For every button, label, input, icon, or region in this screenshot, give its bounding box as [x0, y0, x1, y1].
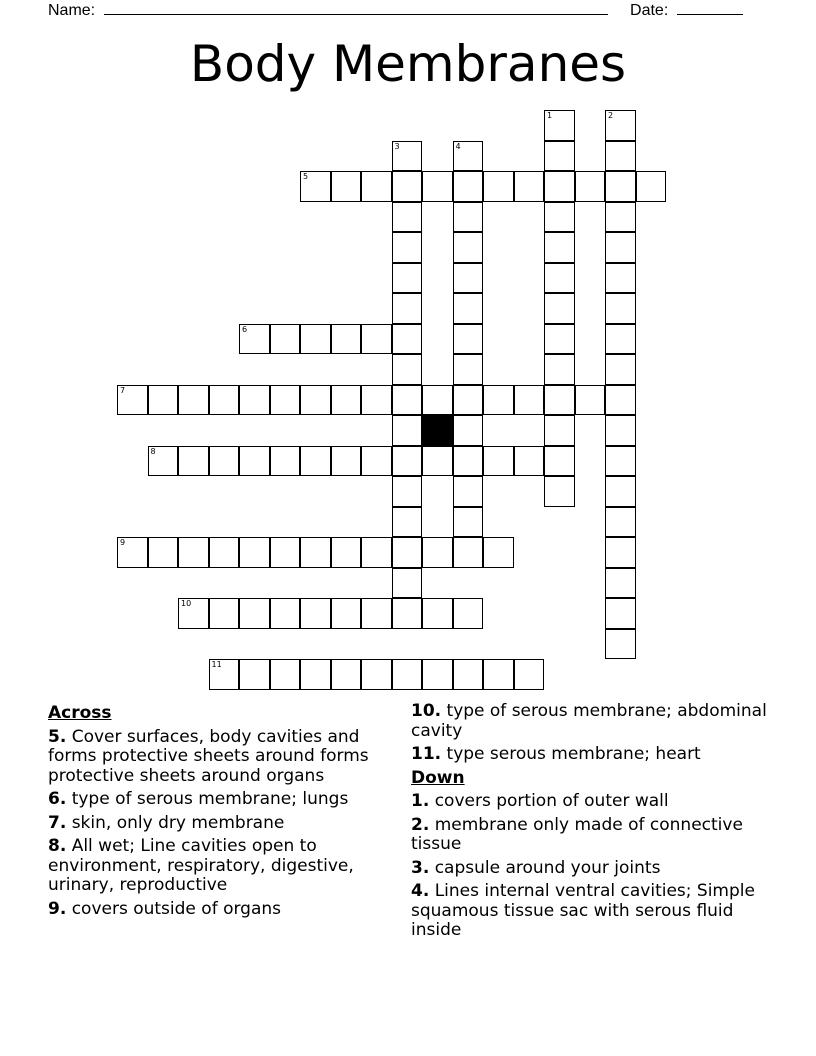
grid-cell[interactable]	[453, 202, 484, 233]
grid-cell[interactable]	[453, 446, 484, 477]
grid-cell[interactable]	[453, 415, 484, 446]
grid-cell[interactable]	[544, 354, 575, 385]
grid-cell[interactable]	[483, 659, 514, 690]
down-clue-list	[411, 792, 781, 941]
grid-cell[interactable]	[422, 446, 453, 477]
grid-cell[interactable]	[331, 385, 362, 416]
clue-text: Cover surfaces, body cavities and forms protective sheets around forms protective sheets around organs	[48, 726, 369, 786]
grid-cell[interactable]	[331, 446, 362, 477]
grid-cell[interactable]	[544, 476, 575, 507]
grid-cell[interactable]	[239, 324, 270, 355]
grid-cell[interactable]	[514, 385, 545, 416]
clue-number-label: 8.	[48, 836, 67, 856]
grid-cell[interactable]	[392, 385, 423, 416]
grid-cell[interactable]	[392, 537, 423, 568]
grid-cell[interactable]	[209, 537, 240, 568]
grid-cell[interactable]	[270, 537, 301, 568]
clue-number-label: 9.	[48, 898, 67, 919]
grid-cell[interactable]	[392, 141, 423, 172]
grid-cell[interactable]	[270, 598, 301, 629]
grid-cell[interactable]	[422, 171, 453, 202]
grid-cell[interactable]	[453, 659, 484, 690]
clue-number: 3	[394, 141, 400, 151]
grid-cell[interactable]	[544, 446, 575, 477]
clue-number: 11	[211, 660, 222, 669]
grid-cell[interactable]	[422, 385, 453, 416]
grid-cell[interactable]	[117, 537, 148, 568]
grid-cell[interactable]	[331, 598, 362, 629]
grid-cell[interactable]	[300, 446, 331, 477]
grid-cell[interactable]	[392, 568, 423, 599]
grid-cell[interactable]	[117, 385, 148, 416]
grid-cell[interactable]	[605, 568, 636, 599]
grid-cell[interactable]	[148, 385, 179, 416]
grid-cell[interactable]	[361, 385, 392, 416]
grid-cell[interactable]	[483, 537, 514, 568]
grid-cell[interactable]	[392, 446, 423, 477]
clue-number-label: 4.	[411, 881, 430, 901]
grid-cell[interactable]	[300, 598, 331, 629]
grid-cell[interactable]	[270, 446, 301, 477]
clue	[411, 816, 781, 855]
grid-cell[interactable]	[331, 171, 362, 202]
grid-cell[interactable]	[636, 171, 667, 202]
grid-cell[interactable]	[300, 537, 331, 568]
clue-text: covers portion of outer wall	[434, 791, 669, 811]
grid-cell[interactable]	[178, 385, 209, 416]
grid-cell[interactable]	[361, 659, 392, 690]
grid-cell[interactable]	[148, 537, 179, 568]
grid-cell[interactable]	[453, 141, 484, 172]
clue-number: 7	[120, 385, 126, 395]
clue	[411, 859, 781, 879]
grid-cell[interactable]	[544, 202, 575, 233]
grid-cell[interactable]	[392, 202, 423, 233]
grid-cell[interactable]	[392, 232, 423, 263]
clue-number-label: 1.	[411, 791, 430, 811]
grid-cell[interactable]	[605, 415, 636, 446]
clues-column-right	[411, 702, 781, 945]
grid-cell[interactable]	[453, 507, 484, 538]
clue	[48, 900, 400, 920]
grid-cell[interactable]	[392, 354, 423, 385]
grid-cell[interactable]	[453, 324, 484, 355]
clue-text: skin, only dry membrane	[71, 812, 285, 833]
grid-cell[interactable]	[392, 598, 423, 629]
clue-text: capsule around your joints	[434, 857, 661, 878]
grid-cell[interactable]	[331, 537, 362, 568]
clue	[411, 882, 781, 941]
grid-cell[interactable]	[605, 629, 636, 660]
grid-cell[interactable]	[605, 537, 636, 568]
grid-cell[interactable]	[544, 385, 575, 416]
grid-cell[interactable]	[361, 537, 392, 568]
black-cell	[422, 415, 453, 446]
grid-cell[interactable]	[544, 110, 575, 141]
grid-cell[interactable]	[392, 659, 423, 690]
grid-cell[interactable]	[544, 415, 575, 446]
grid-cell[interactable]	[239, 446, 270, 477]
grid-cell[interactable]	[300, 385, 331, 416]
grid-cell[interactable]	[453, 476, 484, 507]
grid-cell[interactable]	[209, 446, 240, 477]
grid-cell[interactable]	[605, 446, 636, 477]
clue-text: type serous membrane; heart	[446, 744, 701, 764]
grid-cell[interactable]	[514, 446, 545, 477]
across-heading: Across	[48, 703, 112, 723]
grid-cell[interactable]	[605, 354, 636, 385]
page-title: Body Membranes	[189, 35, 627, 93]
grid-cell[interactable]	[178, 598, 209, 629]
grid-cell[interactable]	[605, 171, 636, 202]
grid-cell[interactable]	[392, 293, 423, 324]
clue-number-label: 7.	[48, 812, 67, 833]
grid-cell[interactable]	[422, 598, 453, 629]
grid-cell[interactable]	[209, 659, 240, 690]
grid-cell[interactable]	[605, 507, 636, 538]
clue-text: All wet; Line cavities open to environment, respiratory, digestive, urinary, reproductive	[48, 836, 354, 895]
clue-text: covers outside of organs	[71, 898, 282, 919]
clues-column-left	[48, 702, 400, 923]
clue	[411, 702, 781, 741]
grid-cell[interactable]	[361, 171, 392, 202]
grid-cell[interactable]	[331, 324, 362, 355]
clue-number-label: 2.	[411, 814, 430, 835]
clue-number-label: 11.	[411, 744, 442, 764]
grid-cell[interactable]	[605, 232, 636, 263]
grid-cell[interactable]	[605, 324, 636, 355]
grid-cell[interactable]	[239, 385, 270, 416]
grid-cell[interactable]	[605, 293, 636, 324]
grid-cell[interactable]	[605, 141, 636, 172]
grid-cell[interactable]	[453, 537, 484, 568]
grid-cell[interactable]	[514, 171, 545, 202]
clue-number-label: 5.	[48, 726, 67, 747]
grid-cell[interactable]	[392, 324, 423, 355]
grid-cell[interactable]	[453, 171, 484, 202]
grid-cell[interactable]	[453, 385, 484, 416]
grid-cell[interactable]	[605, 110, 636, 141]
grid-cell[interactable]	[270, 659, 301, 690]
clue-number-label: 3.	[411, 857, 430, 878]
grid-cell[interactable]	[239, 659, 270, 690]
clue-number-label: 6.	[48, 789, 67, 809]
clue	[411, 745, 781, 765]
clue-text: type of serous membrane; abdominal cavity	[411, 701, 767, 741]
grid-cell[interactable]	[544, 263, 575, 294]
grid-cell[interactable]	[392, 507, 423, 538]
date-label: Date:	[630, 2, 669, 19]
grid-cell[interactable]	[392, 171, 423, 202]
clue-number: 4	[455, 141, 461, 151]
grid-cell[interactable]	[575, 385, 606, 416]
grid-cell[interactable]	[605, 598, 636, 629]
clue-text: membrane only made of connective tissue	[411, 814, 743, 854]
grid-cell[interactable]	[209, 385, 240, 416]
clue-number: 10	[181, 599, 192, 608]
grid-cell[interactable]	[148, 446, 179, 477]
grid-cell[interactable]	[270, 324, 301, 355]
grid-cell[interactable]	[544, 324, 575, 355]
grid-cell[interactable]	[392, 415, 423, 446]
grid-cell[interactable]	[483, 171, 514, 202]
grid-cell[interactable]	[544, 232, 575, 263]
clue-text: Lines internal ventral cavities; Simple squamous tissue sac with serous fluid inside	[411, 881, 755, 940]
grid-cell[interactable]	[331, 659, 362, 690]
grid-cell[interactable]	[453, 598, 484, 629]
clue-number: 2	[608, 111, 614, 120]
grid-cell[interactable]	[392, 476, 423, 507]
down-heading: Down	[411, 767, 465, 788]
grid-cell[interactable]	[422, 537, 453, 568]
clue	[411, 792, 781, 812]
grid-cell[interactable]	[544, 141, 575, 172]
clue	[48, 790, 400, 810]
grid-cell[interactable]	[392, 263, 423, 294]
grid-cell[interactable]	[483, 385, 514, 416]
grid-cell[interactable]	[209, 598, 240, 629]
across-clue-list	[48, 728, 400, 920]
name-label: Name:	[48, 2, 96, 19]
grid-cell[interactable]	[361, 598, 392, 629]
clue	[48, 728, 400, 787]
grid-cell[interactable]	[453, 232, 484, 263]
grid-cell[interactable]	[300, 659, 331, 690]
grid-cell[interactable]	[605, 263, 636, 294]
across-clue-list-continued	[411, 702, 781, 765]
grid-cell[interactable]	[300, 171, 331, 202]
grid-cell[interactable]	[361, 324, 392, 355]
grid-cell[interactable]	[178, 446, 209, 477]
clue	[48, 837, 400, 896]
grid-cell[interactable]	[544, 171, 575, 202]
clue-number: 5	[303, 172, 309, 181]
grid-cell[interactable]	[453, 354, 484, 385]
grid-cell[interactable]	[178, 537, 209, 568]
grid-cell[interactable]	[575, 171, 606, 202]
grid-cell[interactable]	[361, 446, 392, 477]
grid-cell[interactable]	[270, 385, 301, 416]
clue-number: 6	[242, 324, 248, 334]
grid-cell[interactable]	[605, 476, 636, 507]
grid-cell[interactable]	[453, 293, 484, 324]
clue-number: 1	[547, 111, 553, 120]
grid-cell[interactable]	[453, 263, 484, 294]
clue-number-label: 10.	[411, 701, 442, 721]
clue-number: 9	[120, 538, 126, 547]
grid-cell[interactable]	[544, 293, 575, 324]
grid-cell[interactable]	[605, 202, 636, 233]
grid-cell[interactable]	[239, 598, 270, 629]
grid-cell[interactable]	[605, 385, 636, 416]
grid-cell[interactable]	[300, 324, 331, 355]
grid-cell[interactable]	[514, 659, 545, 690]
grid-cell[interactable]	[422, 659, 453, 690]
grid-cell[interactable]	[483, 446, 514, 477]
grid-cell[interactable]	[239, 537, 270, 568]
clue-text: type of serous membrane; lungs	[71, 789, 349, 809]
clue-number: 8	[150, 446, 156, 456]
clue	[48, 814, 400, 834]
